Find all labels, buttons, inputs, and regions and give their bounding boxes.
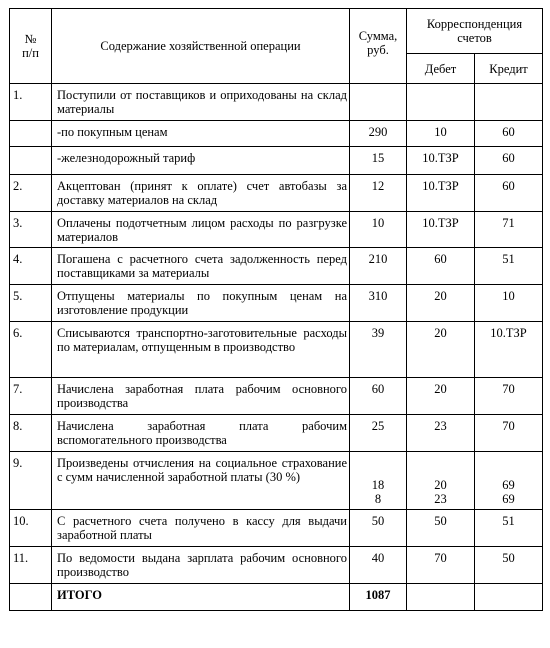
table-row [10,212,543,248]
header-number: № п/п [10,9,52,84]
row-debit: 10 [407,121,475,147]
row-debit [407,452,475,510]
total-number-empty [10,584,52,611]
row-number: 6. [10,322,52,378]
row-debit: 10.ТЗР [407,147,475,175]
row-description: -по покупным ценам [52,121,350,147]
row-number: 8. [10,415,52,452]
table-row [10,510,543,547]
row-credit: 60 [475,121,543,147]
table-row [10,415,543,452]
row-credit [475,452,543,510]
table-row [10,378,543,415]
row-debit [407,84,475,121]
row-description: -железнодорожный тариф [52,147,350,175]
row-debit-line: 23 [434,492,447,506]
table-row [10,285,543,322]
row-number: 2. [10,175,52,212]
row-number: 4. [10,248,52,285]
row-debit: 70 [407,547,475,584]
row-credit: 50 [475,547,543,584]
row-sum: 10 [350,212,407,248]
row-sum: 15 [350,147,407,175]
row-debit: 20 [407,285,475,322]
row-sum: 60 [350,378,407,415]
table-row [10,322,543,378]
row-sum: 50 [350,510,407,547]
row-description: Оплачены подотчетным лицом расходы по разгрузке материалов [52,212,350,248]
row-sum [350,84,407,121]
table-row [10,121,543,147]
table-row [10,248,543,285]
row-credit: 70 [475,378,543,415]
row-description: Отпущены материалы по покупным ценам на изготовление продукции [52,285,350,322]
table-row [10,452,543,510]
row-sum: 290 [350,121,407,147]
row-sum-line: 8 [374,492,382,506]
row-sum: 310 [350,285,407,322]
row-description: Начислена заработная плата рабочим вспомогательного производства [52,415,350,452]
row-sum: 25 [350,415,407,452]
row-debit-line: 20 [434,478,447,492]
row-credit [475,84,543,121]
row-sum: 40 [350,547,407,584]
row-description: Поступили от поставщиков и оприходованы на склад материалы [52,84,350,121]
total-credit-empty [475,584,543,611]
header-debit: Дебет [407,54,475,84]
row-credit: 70 [475,415,543,452]
row-number: 5. [10,285,52,322]
total-sum: 1087 [350,584,407,611]
row-number: 9. [10,452,52,510]
row-description: Списываются транспортно-заготовительные расходы по материалам, отпущенным в производство [52,322,350,378]
row-number [10,147,52,175]
row-sum [350,452,407,510]
row-credit: 60 [475,175,543,212]
row-description: По ведомости выдана зарплата рабочим основного производство [52,547,350,584]
header-credit: Кредит [475,54,543,84]
row-debit: 23 [407,415,475,452]
header-description: Содержание хозяйственной операции [52,9,350,84]
row-description: Произведены отчисления на социальное страхование с сумм начисленной заработной платы (30 %) [52,452,350,510]
row-number: 7. [10,378,52,415]
row-sum-line: 18 [371,478,385,492]
row-debit: 10.ТЗР [407,212,475,248]
row-sum: 210 [350,248,407,285]
row-description: С расчетного счета получено в кассу для выдачи заработной платы [52,510,350,547]
row-description: Погашена с расчетного счета задолженность перед поставщиками за материалы [52,248,350,285]
row-debit: 20 [407,322,475,378]
row-debit: 60 [407,248,475,285]
row-credit-line: 69 [502,492,515,506]
row-number [10,121,52,147]
row-credit: 51 [475,510,543,547]
row-description: Акцептован (принят к оплате) счет автобазы за доставку материалов на склад [52,175,350,212]
row-debit: 20 [407,378,475,415]
row-description: Начислена заработная плата рабочим основного производства [52,378,350,415]
total-debit-empty [407,584,475,611]
table-row [10,547,543,584]
row-credit: 51 [475,248,543,285]
row-sum: 39 [350,322,407,378]
row-credit: 71 [475,212,543,248]
row-credit: 60 [475,147,543,175]
table-row [10,175,543,212]
row-credit: 10.ТЗР [475,322,543,378]
row-number: 1. [10,84,52,121]
header-correspondence: Корреспонденция счетов [407,9,543,54]
total-row [10,584,543,611]
row-number: 10. [10,510,52,547]
row-debit: 10.ТЗР [407,175,475,212]
table-row [10,147,543,175]
operations-table [9,8,543,611]
row-credit-line: 69 [502,478,515,492]
total-label: ИТОГО [52,584,350,611]
table-row [10,84,543,121]
row-number: 11. [10,547,52,584]
row-sum: 12 [350,175,407,212]
row-number: 3. [10,212,52,248]
header-sum: Сумма, руб. [350,9,407,84]
row-debit: 50 [407,510,475,547]
row-credit: 10 [475,285,543,322]
